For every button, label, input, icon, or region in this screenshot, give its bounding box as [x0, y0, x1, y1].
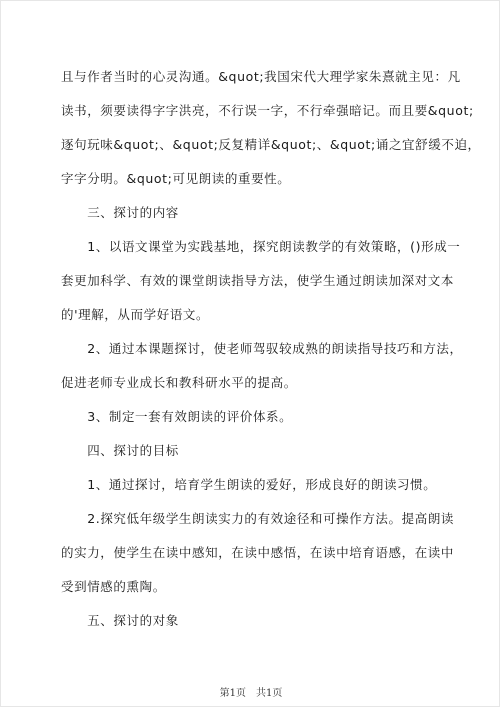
body-text-line: 逐句玩味&quot;、&quot;反复精详&quot;、&quot;诵之宜舒缓不迫，	[61, 137, 481, 152]
page-number-footer: 第1页 共1页	[219, 688, 283, 699]
body-text-line: 的实力，使学生在读中感知，在读中感悟，在读中培育语感，在读中	[61, 545, 455, 560]
section-heading: 五、探讨的对象	[61, 613, 179, 628]
body-text-line: 3、制定一套有效朗读的评价体系。	[61, 409, 293, 424]
section-heading: 三、探讨的内容	[61, 205, 179, 220]
body-text-line: 且与作者当时的心灵沟通。&quot;我国宋代大理学家朱熹就主见：凡	[61, 69, 461, 84]
body-text-line: 1、通过探讨，培育学生朗读的爱好，形成良好的朗读习惯。	[61, 477, 437, 492]
body-text-line: 1、以语文课堂为实践基地，探究朗读教学的有效策略，()形成一	[61, 239, 461, 254]
body-text-line: 2.探究低年级学生朗读实力的有效途径和可操作方法。提高朗读	[61, 511, 455, 526]
section-heading: 四、探讨的目标	[61, 443, 179, 458]
body-text-line: 套更加科学、有效的课堂朗读指导方法，使学生通过朗读加深对文本	[61, 273, 455, 288]
body-text-line: 2、通过本课题探讨，使老师驾驭较成熟的朗读指导技巧和方法，	[61, 341, 463, 356]
body-text-line: 字字分明。&quot;可见朗读的重要性。	[61, 171, 291, 186]
body-text-line: 的'理解，从而学好语文。	[61, 307, 210, 322]
body-text-line: 受到情感的熏陶。	[61, 579, 166, 594]
body-text-line: 读书，须要读得字字洪亮，不行误一字，不行牵强暗记。而且要&quot;	[61, 103, 474, 118]
body-text-line: 促进老师专业成长和教科研水平的提高。	[61, 375, 297, 390]
